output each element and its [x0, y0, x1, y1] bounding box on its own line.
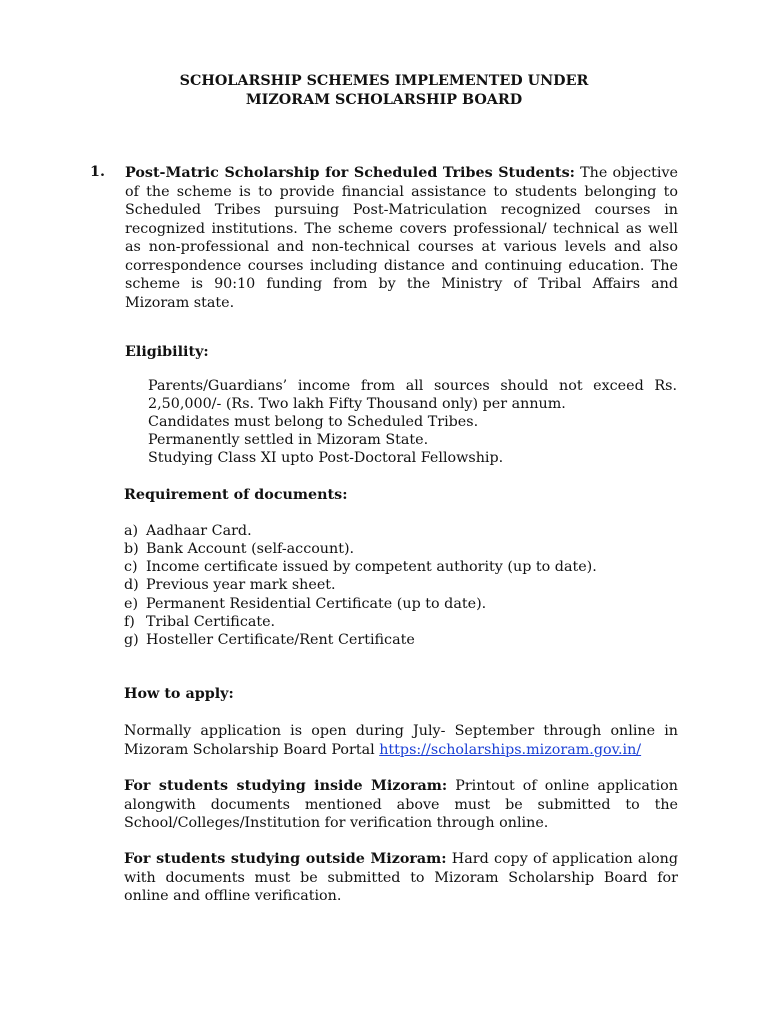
document-text: Bank Account (self-account). — [146, 541, 355, 557]
section-intro — [125, 164, 678, 312]
document-text: Aadhaar Card. — [146, 523, 252, 539]
apply-heading: How to apply: — [124, 686, 234, 702]
document-text: Previous year mark sheet. — [146, 577, 336, 593]
inside-text-1: Printout of online application — [447, 778, 678, 794]
doc-title-line2: MIZORAM SCHOLARSHIP BOARD — [245, 92, 523, 108]
document-item — [124, 595, 486, 613]
document-marker: c) — [124, 559, 138, 575]
document-item — [124, 522, 252, 540]
document-text: Hosteller Certificate/Rent Certificate — [146, 632, 415, 648]
document-item — [124, 631, 415, 649]
document-text: Permanent Residential Certificate (up to date). — [146, 596, 487, 612]
apply-paragraph — [124, 722, 678, 759]
apply-line-2-text: Mizoram Scholarship Board Portal — [124, 741, 380, 758]
eligibility-heading: Eligibility: — [125, 344, 209, 360]
document-item — [124, 540, 354, 558]
inside-heading: For students studying inside Mizoram: — [124, 778, 448, 794]
section-number: 1. — [90, 164, 105, 180]
eligibility-line-1: Parents/Guardians’ income from all sources should not exceed Rs. — [148, 378, 677, 394]
inside-paragraph — [124, 777, 678, 833]
document-item — [124, 558, 597, 576]
outside-heading: For students studying outside Mizoram: — [124, 851, 447, 867]
apply-line-1: Normally application is open during July- September through online in — [124, 723, 678, 739]
document-text: Income certificate issued by competent authority (up to date). — [146, 559, 597, 575]
portal-link[interactable]: https://scholarships.mizoram.gov.in/ — [379, 741, 642, 758]
document-marker: d) — [124, 577, 139, 593]
inside-line-2: alongwith documents mentioned above must be submitted to the — [124, 796, 678, 813]
inside-line-1 — [124, 777, 678, 796]
outside-line-2: with documents must be submitted to Mizoram Scholarship Board for — [124, 869, 678, 886]
outside-line-3: online and offline verification. — [124, 888, 342, 904]
document-item — [124, 576, 336, 594]
document-item — [124, 613, 275, 631]
outside-line-1 — [124, 850, 678, 869]
intro-line-5: as non-professional and non-technical courses at various levels and also — [125, 239, 678, 255]
document-marker: f) — [124, 614, 135, 630]
intro-line-3: Scheduled Tribes pursuing Post-Matriculation recognized courses in — [125, 202, 678, 218]
intro-line-6: correspondence courses including distance and continuing education. The — [125, 257, 678, 274]
intro-text-1: The objective — [574, 165, 679, 181]
section-heading: Post-Matric Scholarship for Scheduled Tribes Students: — [125, 165, 575, 181]
eligibility-line-3: Candidates must belong to Scheduled Tribes. — [148, 414, 479, 430]
doc-title-line1: SCHOLARSHIP SCHEMES IMPLEMENTED UNDER — [179, 73, 589, 89]
document-marker: b) — [124, 541, 139, 557]
document-text: Tribal Certificate. — [146, 614, 276, 630]
outside-text-1: Hard copy of application along — [446, 851, 678, 867]
eligibility-list — [148, 377, 677, 467]
eligibility-line-4: Permanently settled in Mizoram State. — [148, 432, 429, 448]
intro-line-2: of the scheme is to provide financial assistance to students belonging to — [125, 183, 678, 200]
apply-line-2 — [124, 741, 678, 760]
documents-heading: Requirement of documents: — [124, 487, 348, 503]
document-marker: a) — [124, 523, 139, 539]
eligibility-line-2: 2,50,000/- (Rs. Two lakh Fifty Thousand only) per annum. — [148, 396, 566, 412]
intro-line-4: recognized institutions. The scheme covers professional/ technical as well — [125, 220, 678, 237]
eligibility-line-5: Studying Class XI upto Post-Doctoral Fellowship. — [148, 450, 504, 466]
intro-line-8: Mizoram state. — [125, 294, 235, 311]
outside-paragraph — [124, 850, 678, 906]
document-marker: e) — [124, 596, 139, 612]
inside-line-3: School/Colleges/Institution for verification through online. — [124, 815, 549, 831]
intro-line-7: scheme is 90:10 funding from by the Ministry of Tribal Affairs and — [125, 276, 678, 292]
document-marker: g) — [124, 632, 139, 648]
intro-line-1 — [125, 164, 678, 183]
